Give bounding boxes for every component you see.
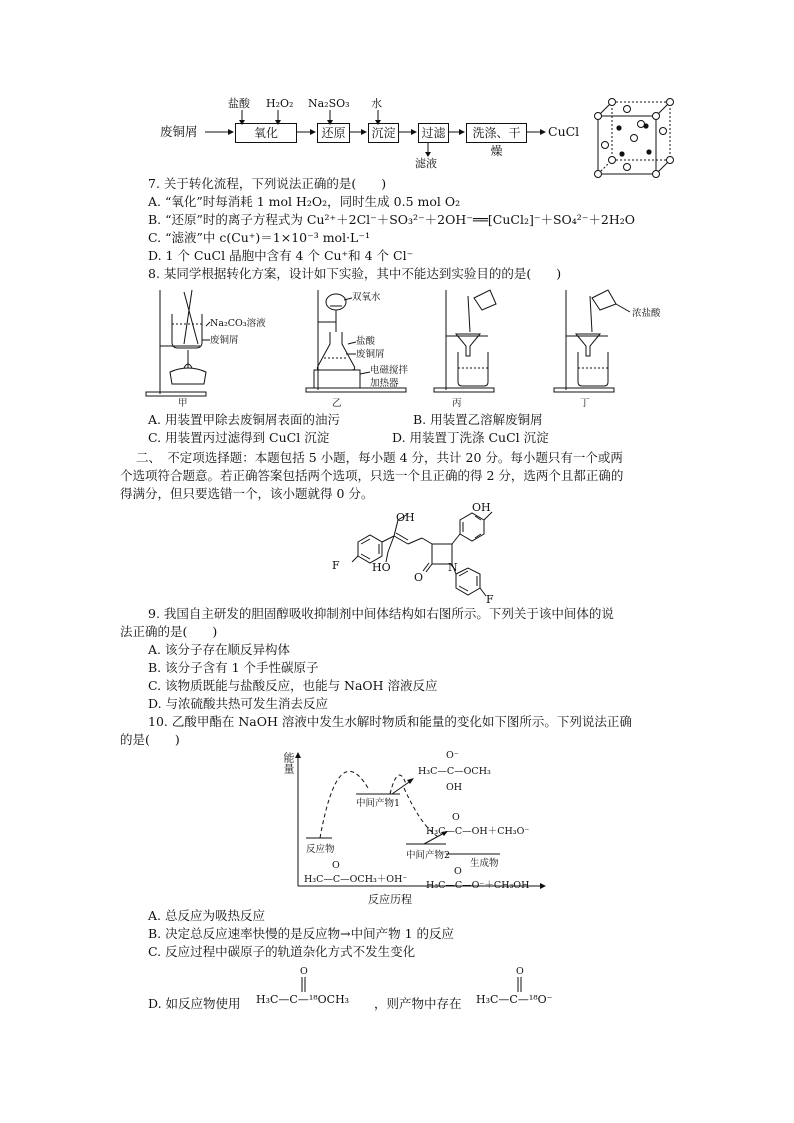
ding-label-acid: 浓盐酸 <box>632 308 661 319</box>
q10-option-c: C. 反应过程中碳原子的轨道杂化方式不发生变化 <box>148 944 416 959</box>
q10-option-b: B. 决定总反应速率快慢的是反应物→中间产物 1 的反应 <box>148 926 455 941</box>
flow-product: CuCl <box>548 124 580 139</box>
section2-line3: 得满分，但只要选错一个，该小题就得 0 分。 <box>120 486 374 501</box>
label-product: 生成物 <box>470 858 499 869</box>
reagent-na2so3: Na₂SO₃ <box>308 97 350 110</box>
step-filtration: 过滤 <box>418 123 449 143</box>
yi-label-acid: 盐酸 <box>356 336 376 347</box>
q7-stem: 7. 关于转化流程，下列说法正确的是( ) <box>148 176 387 191</box>
q10-d-formula2: H₃C—C—¹⁸O⁻ <box>476 993 553 1006</box>
process-flowchart <box>160 92 590 172</box>
label-intermediate-1: 中间产物1 <box>356 798 401 809</box>
q8-option-a: A. 用装置甲除去废铜屑表面的油污 <box>148 412 340 427</box>
mol-o: O <box>414 571 424 584</box>
cucl-unit-cell <box>594 96 674 182</box>
q10-d-o1: O <box>300 966 308 977</box>
mol-oh-top: OH <box>396 511 415 524</box>
apparatus-figure <box>140 284 700 412</box>
step-precipitation: 沉淀 <box>368 123 399 143</box>
int1-bottom: OH <box>446 782 463 793</box>
q10-stem-2: 的是( ) <box>120 732 180 747</box>
product-formula: H₃C—C—O⁻＋CH₃OH <box>426 880 530 891</box>
q10-d-o2: O <box>516 966 524 977</box>
flow-filtrate: 滤液 <box>415 157 437 170</box>
q7-option-a: A. “氧化”时每消耗 1 mol H₂O₂，同时生成 0.5 mol O₂ <box>148 194 461 209</box>
step-reduction: 还原 <box>317 123 350 143</box>
label-intermediate-2: 中间产物2 <box>406 850 451 861</box>
q7-option-c: C. “滤液”中 c(Cu⁺)＝1×10⁻³ mol·L⁻¹ <box>148 230 370 245</box>
int2-o: O <box>452 812 460 823</box>
q9-option-b: B. 该分子含有 1 个手性碳原子 <box>148 660 319 675</box>
q7-option-d: D. 1 个 CuCl 晶胞中含有 4 个 Cu⁺和 4 个 Cl⁻ <box>148 248 414 263</box>
q9-stem-1: 9. 我国自主研发的胆固醇吸收抑制剂中间体结构如右图所示。下列关于该中间体的说 <box>148 606 614 621</box>
q10-d-formula1: H₃C—C—¹⁸OCH₃ <box>256 993 350 1006</box>
reagent-h2o2: H₂O₂ <box>266 97 294 110</box>
q10-option-a: A. 总反应为吸热反应 <box>148 908 265 923</box>
yi-label-heater1: 电磁搅拌 <box>370 365 409 376</box>
yi-label-top: 双氧水 <box>352 292 381 303</box>
jia-label-solution: Na₂CO₃溶液 <box>210 318 266 329</box>
caption-jia: 甲 <box>178 398 188 409</box>
yi-label-heater2: 加热器 <box>370 378 399 389</box>
mol-oh-right: OH <box>472 501 491 514</box>
section2-line1: 二、 不定项选择题：本题包括 5 小题，每小题 4 分，共计 20 分。每小题只有一个或两 <box>136 450 623 465</box>
q9-stem-2: 法正确的是( ) <box>120 624 218 639</box>
q8-option-d: D. 用装置丁洗涤 CuCl 沉淀 <box>392 430 549 445</box>
q10-option-d-prefix: D. 如反应物使用 <box>148 996 241 1011</box>
q8-option-b: B. 用装置乙溶解废铜屑 <box>413 412 543 427</box>
int1-formula: H₃C—C—OCH₃ <box>418 766 491 777</box>
int2-formula: H₃C—C—OH＋CH₃O⁻ <box>426 826 530 837</box>
q9-option-a: A. 该分子存在顺反异构体 <box>148 642 290 657</box>
jia-label-solid: 废铜屑 <box>210 335 239 346</box>
q9-option-d: D. 与浓硫酸共热可发生消去反应 <box>148 696 329 711</box>
molecule-structure <box>330 500 520 610</box>
mol-f-bottom: F <box>486 593 494 606</box>
q8-stem: 8. 某同学根据转化方案，设计如下实验，其中不能达到实验目的的是( ) <box>148 266 562 281</box>
q10-stem-1: 10. 乙酸甲酯在 NaOH 溶液中发生水解时物质和能量的变化如下图所示。下列说法正确 <box>148 714 632 729</box>
label-reactant: 反应物 <box>306 844 335 855</box>
reagent-water: 水 <box>371 97 382 110</box>
reactant-o: O <box>332 860 340 871</box>
caption-bing: 丙 <box>452 398 462 409</box>
y-axis-label: 能量 <box>282 752 295 774</box>
q10-option-d-mid: ，则产物中存在 <box>374 996 462 1011</box>
section2-line2: 个选项符合题意。若正确答案包括两个选项，只选一个且正确的得 2 分，选两个且都正确的 <box>120 468 624 483</box>
caption-ding: 丁 <box>580 398 590 409</box>
mol-ho: HO <box>372 561 391 574</box>
caption-yi: 乙 <box>332 398 342 409</box>
q9-option-c: C. 该物质既能与盐酸反应，也能与 NaOH 溶液反应 <box>148 678 438 693</box>
yi-label-solid: 废铜屑 <box>356 349 385 360</box>
mol-n: N <box>448 561 458 574</box>
flow-start: 废铜屑 <box>160 124 198 139</box>
mol-f-left: F <box>332 559 340 572</box>
step-wash-dry: 洗涤、干燥 <box>466 123 527 143</box>
step-oxidation: 氧化 <box>235 123 297 143</box>
q7-option-b: B. “还原”时的离子方程式为 Cu²⁺＋2Cl⁻＋SO₃²⁻＋2OH⁻══[CuCl₂]⁻＋SO₄²⁻＋2H₂O <box>148 212 635 227</box>
x-axis-label: 反应历程 <box>368 893 412 906</box>
reagent-hcl: 盐酸 <box>228 97 250 110</box>
energy-diagram <box>276 748 556 908</box>
reactant-formula: H₃C—C—OCH₃＋OH⁻ <box>304 874 408 885</box>
int1-top: O⁻ <box>446 750 459 761</box>
product-o: O <box>454 866 462 877</box>
q8-option-c: C. 用装置丙过滤得到 CuCl 沉淀 <box>148 430 330 445</box>
